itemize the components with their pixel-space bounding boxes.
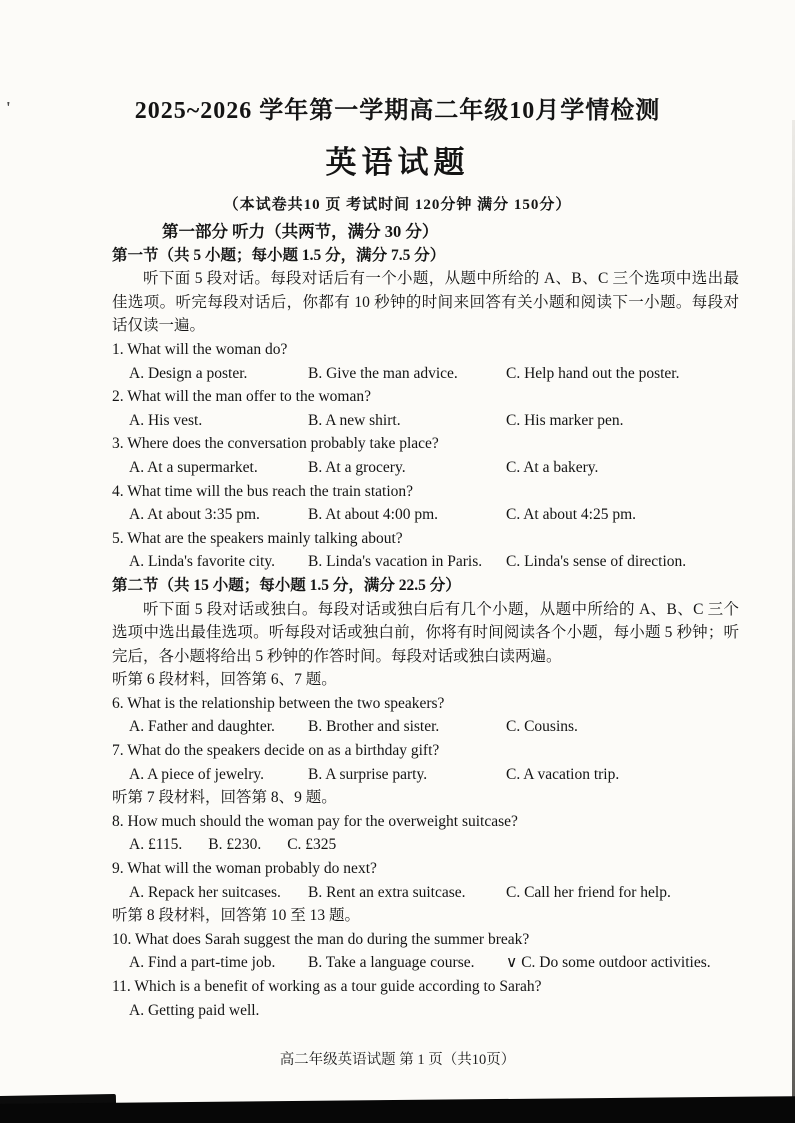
options-row [112,881,739,905]
options-row [112,951,739,975]
question-2 [112,385,739,432]
page-footer: 高二年级英语试题 第 1 页（共10页） [279,1052,516,1068]
question-5 [112,527,739,574]
question-text: 2. What will the man offer to the woman? [112,388,371,406]
options-row [112,409,739,433]
option: C. A vacation trip. [506,765,620,783]
exam-title: 2025~2026 学年第一学期高二年级10月学情检测 [134,98,661,124]
options-row [112,362,739,386]
option: A. At about 3:35 pm. [129,506,260,524]
option: B. £230. [208,836,262,854]
option: A. Linda's favorite city. [129,553,275,571]
options-row [112,550,739,574]
question-10 [112,928,739,975]
question-9 [112,857,739,904]
option: A. Father and daughter. [129,718,275,736]
option: B. A new shirt. [308,411,401,429]
question-text: 3. Where does the conversation probably take place? [112,435,439,453]
scan-edge-bottom [0,1096,795,1123]
question-text: 1. What will the woman do? [112,340,288,358]
option: C. Linda's sense of direction. [506,553,687,571]
question-4 [112,480,739,527]
content-blocks [0,220,795,1022]
option: C. Cousins. [506,718,578,736]
option: B. At a grocery. [308,458,406,476]
option: B. Linda's vacation in Paris. [308,553,483,571]
option: A. Find a part-time job. [129,954,276,972]
option: A. His vest. [129,411,203,429]
option: B. Take a language course. [308,954,475,972]
option: C. At a bakery. [506,458,599,476]
options-row [112,503,739,527]
instructions-paragraph: 听下面 5 段对话或独白。每段对话或独白后有几个小题，从题中所给的 A、B、C 三个选项中选出最佳选项。听每段对话或独白前，你将有时间阅读各个小题，每小题 5 秒钟；听完后，各小题将给出 5 秒钟的作答时间。每段对话或独白读两遍。 [112,600,739,665]
question-8 [112,810,739,857]
question-7 [112,739,739,786]
option: A. Repack her suitcases. [129,883,281,901]
section-heading: 第二节（共 15 小题；每小题 1.5 分，满分 22.5 分） [112,576,461,594]
option: B. Give the man advice. [308,364,458,382]
option: A. Getting paid well. [129,1001,260,1019]
question-text: 11. Which is a benefit of working as a tour guide according to Sarah? [112,978,542,995]
question-text: 6. What is the relationship between the two speakers? [112,694,445,712]
option: C. Call her friend for help. [506,883,671,901]
option: B. Rent an extra suitcase. [308,883,466,901]
material-heading: 听第 6 段材料，回答第 6、7 题。 [112,671,337,689]
options-row [112,715,739,739]
question-1 [112,338,739,385]
question-11 [112,975,739,1022]
option: ∨ C. Do some outdoor activities. [506,954,711,972]
option: A. At a supermarket. [129,458,258,476]
material-heading: 听第 7 段材料，回答第 8、9 题。 [112,789,337,807]
question-text: 8. How much should the woman pay for the overweight suitcase? [112,812,518,830]
part-heading: 第一部分 听力（共两节，满分 30 分） [162,222,439,241]
option: C. £325 [287,836,337,854]
question-3 [112,432,739,479]
instructions-paragraph: 听下面 5 段对话。每段对话后有一个小题，从题中所给的 A、B、C 三个选项中选出最佳选项。听完每段对话后，你都有 10 秒钟的时间来回答有关小题和阅读下一小题。每段对话仅读一遍。 [112,270,739,335]
material-heading: 听第 8 段材料，回答第 10 至 13 题。 [112,907,361,925]
question-text: 9. What will the woman probably do next? [112,860,377,878]
option: C. Help hand out the poster. [506,364,680,382]
option: B. Brother and sister. [308,718,440,736]
question-text: 7. What do the speakers decide on as a birthday gift? [112,742,440,760]
option: A. £115. [129,836,183,854]
option: A. Design a poster. [129,364,248,382]
scan-speck: ' [6,98,11,117]
options-row [112,456,739,480]
option: A. A piece of jewelry. [129,765,265,783]
exam-header [0,0,795,214]
exam-subject-title: 英语试题 [325,145,470,180]
options-row [112,999,739,1023]
question-text: 10. What does Sarah suggest the man do during the summer break? [112,930,530,948]
options-row [112,833,739,857]
option: B. At about 4:00 pm. [308,506,439,524]
section-heading: 第一节（共 5 小题；每小题 1.5 分，满分 7.5 分） [112,246,446,264]
option: C. His marker pen. [506,411,624,429]
question-text: 4. What time will the bus reach the train station? [112,482,414,500]
question-text: 5. What are the speakers mainly talking about? [112,529,403,547]
exam-meta-line: （本试卷共10 页 考试时间 120分钟 满分 150分） [223,197,572,213]
option: B. A surprise party. [308,765,428,783]
option: C. At about 4:25 pm. [506,506,637,524]
question-6 [112,692,739,739]
options-row [112,763,739,787]
